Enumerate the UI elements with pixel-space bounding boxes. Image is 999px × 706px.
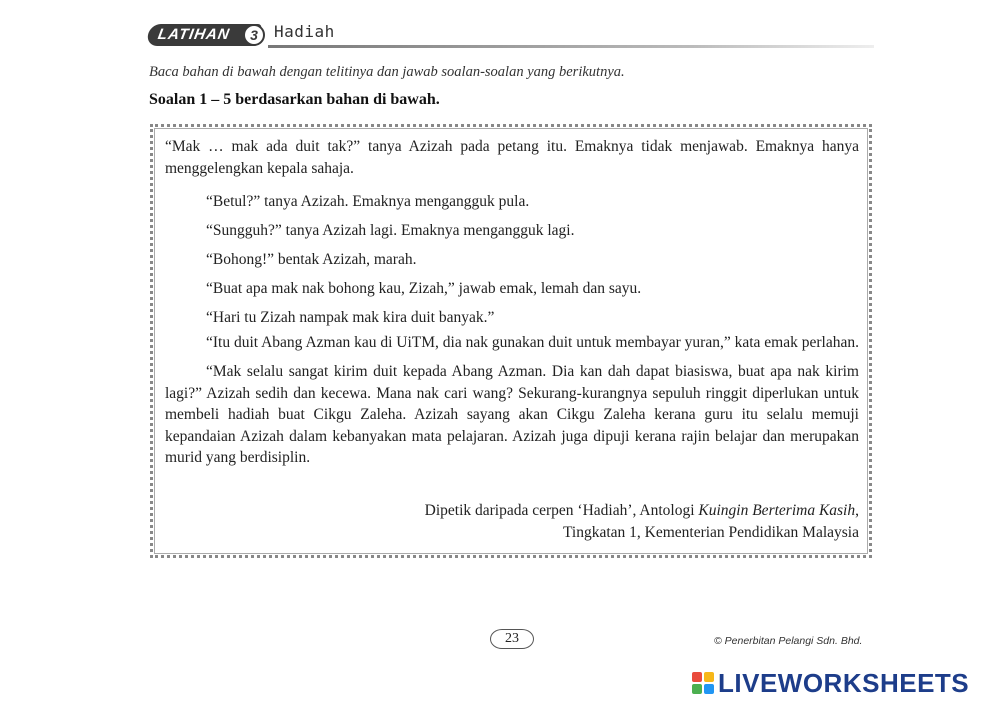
header-divider: [268, 45, 874, 48]
source-line-1: [339, 500, 859, 522]
passage-paragraph: “Bohong!” bentak Azizah, marah.: [206, 251, 417, 268]
page-number: 23: [490, 629, 534, 649]
source-prefix: Dipetik daripada cerpen ‘Hadiah’, Antologi: [424, 502, 695, 519]
grid-square-icon: [692, 672, 702, 682]
exercise-title: Hadiah: [274, 22, 335, 41]
source-citation: [339, 500, 859, 544]
latihan-badge: LATIHAN: [146, 24, 262, 46]
anthology-title: Kuingin Berterima Kasih: [698, 502, 856, 519]
liveworksheets-grid-icon: [692, 672, 714, 694]
liveworksheets-wordmark: LIVEWORKSHEETS: [718, 668, 970, 698]
publisher-credit: © Penerbitan Pelangi Sdn. Bhd.: [714, 635, 863, 647]
passage-paragraph: “Sungguh?” tanya Azizah lagi. Emaknya mengangguk lagi.: [206, 222, 575, 239]
instruction-text: Baca bahan di bawah dengan telitinya dan jawab soalan-soalan yang berikutnya.: [149, 64, 625, 80]
passage-paragraph: “Mak selalu sangat kirim duit kepada Abang Azman. Dia kan dah dapat biasiswa, buat apa nak kirim lagi?” Azizah sedih dan kecewa. Mana nak cari wang? Sekurang-kurangnya sepuluh ringgit diperlukan untuk membeli hadiah buat Cikgu Zaleha. Azizah sayang akan Cikgu Zaleha kerana guru itu selalu memuji kepandaian Azizah dalam kebanyakan mata pelajaran. Azizah juga dipuji kerana rajin belajar dan merupakan murid yang berdisiplin.: [165, 363, 859, 466]
passage-paragraph: “Betul?” tanya Azizah. Emaknya mengangguk pula.: [206, 193, 530, 210]
grid-square-icon: [704, 672, 714, 682]
exercise-header: [148, 20, 874, 50]
passage-paragraph: “Itu duit Abang Azman kau di UiTM, dia nak gunakan duit untuk membayar yuran,” kata emak perlahan.: [206, 334, 859, 351]
question-range-heading: Soalan 1 – 5 berdasarkan bahan di bawah.: [149, 91, 440, 108]
grid-square-icon: [704, 684, 714, 694]
exercise-number: 3: [243, 24, 265, 46]
passage-paragraph: “Mak … mak ada duit tak?” tanya Azizah pada petang itu. Emaknya tidak menjawab. Emaknya hanya menggelengkan kepala sahaja.: [165, 138, 859, 177]
passage-text: [165, 136, 859, 476]
passage-paragraph: “Hari tu Zizah nampak mak kira duit banyak.”: [206, 309, 495, 326]
grid-square-icon: [692, 684, 702, 694]
passage-paragraph: “Buat apa mak nak bohong kau, Zizah,” jawab emak, lemah dan sayu.: [206, 280, 642, 297]
source-line-2: Tingkatan 1, Kementerian Pendidikan Malaysia: [562, 524, 859, 541]
source-comma: ,: [855, 502, 859, 519]
